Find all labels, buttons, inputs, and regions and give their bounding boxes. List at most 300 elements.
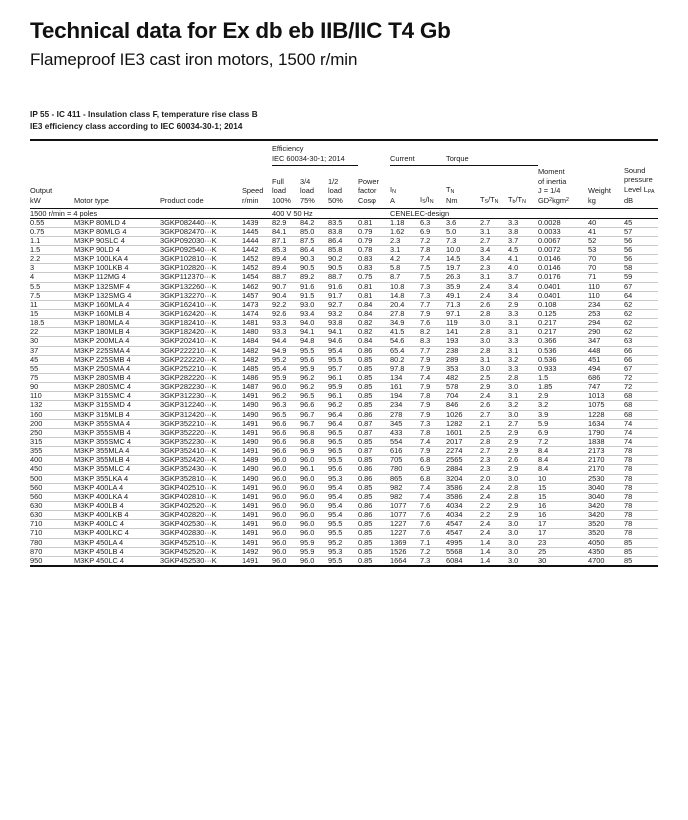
cell-weight: 3420 [588, 511, 624, 520]
cell-current-ratio: 6.3 [420, 218, 446, 227]
cell-efficiency-full-load: 95.9 [272, 374, 300, 383]
cell-power-factor: 0.86 [358, 474, 390, 483]
cell-efficiency-full-load: 96.6 [272, 437, 300, 446]
cell-motor-type: M3KP 90SLC 4 [74, 236, 160, 245]
cell-sound-pressure: 72 [624, 374, 658, 383]
cell-breakdown-torque-ratio: 2.7 [508, 419, 538, 428]
cell-product-code: 3GKP452530···K [160, 556, 242, 566]
cell-efficiency-half-load: 95.5 [328, 355, 358, 364]
cell-starting-torque-ratio: 2.1 [480, 419, 508, 428]
cell-rated-torque: 5.0 [446, 227, 480, 236]
cell-efficiency-half-load: 93.2 [328, 310, 358, 319]
cell-current-ratio: 7.6 [420, 511, 446, 520]
column-header-inertia-line2: of inertia [538, 176, 567, 186]
cell-sound-pressure: 64 [624, 291, 658, 300]
cell-efficiency-half-load: 91.6 [328, 282, 358, 291]
cell-power-factor: 0.86 [358, 511, 390, 520]
cell-moment-of-inertia: 0.108 [538, 300, 588, 309]
cell-product-code: 3GKP132270···K [160, 291, 242, 300]
inertia-unit-gd: GD [538, 195, 550, 205]
cell-product-code: 3GKP312230···K [160, 392, 242, 401]
cell-efficiency-half-load: 88.7 [328, 273, 358, 282]
sound-level-subscript: PA [647, 189, 655, 196]
current-ratio-denominator: I [427, 194, 430, 204]
cell-product-code: 3GKP112370···K [160, 273, 242, 282]
cell-sound-pressure: 68 [624, 401, 658, 410]
cell-moment-of-inertia: 30 [538, 556, 588, 566]
cell-efficiency-half-load: 90.5 [328, 264, 358, 273]
cell-product-code: 3GKP252210···K [160, 364, 242, 373]
cell-efficiency-half-load: 95.5 [328, 529, 358, 538]
cell-moment-of-inertia: 10 [538, 474, 588, 483]
cell-moment-of-inertia: 17 [538, 529, 588, 538]
cell-speed: 1481 [242, 319, 272, 328]
cell-efficiency-full-load: 84.1 [272, 227, 300, 236]
cell-rated-torque: 7.3 [446, 236, 480, 245]
cell-sound-pressure: 78 [624, 501, 658, 510]
cell-starting-torque-ratio: 2.3 [480, 465, 508, 474]
cell-rated-current: 1.62 [390, 227, 420, 236]
cell-speed: 1484 [242, 337, 272, 346]
cell-product-code: 3GKP352420···K [160, 456, 242, 465]
column-header-output-line1: Output [30, 186, 53, 196]
cell-weight: 3420 [588, 501, 624, 510]
cell-breakdown-torque-ratio: 3.1 [508, 319, 538, 328]
cell-product-code: 3GKP182410···K [160, 319, 242, 328]
cell-current-ratio: 7.3 [420, 556, 446, 566]
cell-weight: 1790 [588, 428, 624, 437]
cell-sound-pressure: 62 [624, 319, 658, 328]
column-header-row [30, 166, 658, 206]
cell-breakdown-torque-ratio: 3.3 [508, 218, 538, 227]
cell-moment-of-inertia: 0.0033 [538, 227, 588, 236]
cell-output: 1.5 [30, 246, 74, 255]
column-header-current-ratio-symbol: $I_S/I_N$ [420, 194, 434, 205]
cell-rated-current: 194 [390, 392, 420, 401]
cell-starting-torque-ratio: 2.7 [480, 236, 508, 245]
cell-breakdown-torque-ratio: 4.1 [508, 255, 538, 264]
cell-efficiency-three-quarter-load: 96.0 [300, 483, 328, 492]
cell-rated-current: 1227 [390, 529, 420, 538]
cell-output: 75 [30, 374, 74, 383]
cell-efficiency-three-quarter-load: 96.0 [300, 474, 328, 483]
table-row [30, 483, 658, 492]
column-header-inertia-line3: J = 1/4 [538, 186, 561, 196]
cell-current-ratio: 7.3 [420, 291, 446, 300]
cell-breakdown-torque-ratio: 3.1 [508, 392, 538, 401]
cell-starting-torque-ratio: 2.3 [480, 456, 508, 465]
cell-efficiency-half-load: 96.1 [328, 392, 358, 401]
group-efficiency-standard: IEC 60034-30-1; 2014 [272, 153, 345, 163]
cell-current-ratio: 7.7 [420, 300, 446, 309]
cell-efficiency-three-quarter-load: 94.0 [300, 319, 328, 328]
cell-starting-torque-ratio: 2.4 [480, 282, 508, 291]
cell-efficiency-three-quarter-load: 96.8 [300, 437, 328, 446]
cell-efficiency-half-load: 95.3 [328, 474, 358, 483]
cell-current-ratio: 7.4 [420, 255, 446, 264]
inertia-unit-kgm: kgm [552, 195, 567, 205]
cell-weight: 253 [588, 310, 624, 319]
cell-output: 55 [30, 364, 74, 373]
column-header-breakdown-torque-ratio [508, 166, 538, 206]
cell-product-code: 3GKP282230···K [160, 383, 242, 392]
cell-sound-pressure: 85 [624, 556, 658, 566]
column-header-weight-line2: kg [588, 195, 596, 205]
cell-motor-type: M3KP 80MLG 4 [74, 227, 160, 236]
cell-motor-type: M3KP 100LKA 4 [74, 255, 160, 264]
cell-speed: 1486 [242, 374, 272, 383]
cell-power-factor: 0.85 [358, 355, 390, 364]
cell-starting-torque-ratio: 2.7 [480, 218, 508, 227]
column-header-moment-of-inertia [538, 166, 588, 206]
cell-rated-torque: 4547 [446, 529, 480, 538]
column-header-starting-torque-ratio [480, 166, 508, 206]
cell-rated-torque: 3204 [446, 474, 480, 483]
cell-efficiency-full-load: 96.5 [272, 410, 300, 419]
column-header-current-ratio [420, 166, 446, 206]
cell-sound-pressure: 72 [624, 383, 658, 392]
cell-motor-type: M3KP 400LC 4 [74, 520, 160, 529]
cell-weight: 2530 [588, 474, 624, 483]
cell-rated-torque: 3586 [446, 483, 480, 492]
cell-weight: 3520 [588, 529, 624, 538]
cell-product-code: 3GKP402510···K [160, 483, 242, 492]
cell-current-ratio: 7.3 [420, 419, 446, 428]
cell-efficiency-three-quarter-load: 95.9 [300, 538, 328, 547]
cell-efficiency-full-load: 96.6 [272, 447, 300, 456]
cell-weight: 52 [588, 236, 624, 245]
cell-starting-torque-ratio: 2.4 [480, 291, 508, 300]
cell-speed: 1491 [242, 392, 272, 401]
table-row [30, 556, 658, 566]
cell-current-ratio: 7.6 [420, 520, 446, 529]
cell-starting-torque-ratio: 2.4 [480, 392, 508, 401]
cell-rated-current: 14.8 [390, 291, 420, 300]
cell-sound-pressure: 74 [624, 437, 658, 446]
cell-product-code: 3GKP352210···K [160, 419, 242, 428]
column-header-inertia-line1: Moment [538, 167, 565, 177]
cell-rated-current: 780 [390, 465, 420, 474]
cell-sound-pressure: 78 [624, 492, 658, 501]
column-header-current-symbol [390, 185, 420, 196]
column-header-ts-tn-symbol: $T_S/T_N$ [480, 194, 499, 205]
cell-starting-torque-ratio: 2.7 [480, 447, 508, 456]
group-header-current: Current [390, 153, 415, 163]
cell-moment-of-inertia: 5.9 [538, 419, 588, 428]
cell-power-factor: 0.83 [358, 255, 390, 264]
cell-rated-current: 345 [390, 419, 420, 428]
column-header-34-load-line3: 75% [300, 195, 315, 205]
cell-motor-type: M3KP 315SMC 4 [74, 392, 160, 401]
cell-speed: 1452 [242, 255, 272, 264]
cell-output: 560 [30, 492, 74, 501]
cell-efficiency-full-load: 92.6 [272, 310, 300, 319]
cell-breakdown-torque-ratio: 2.9 [508, 501, 538, 510]
column-header-34-load-line2: load [300, 186, 314, 196]
cell-speed: 1490 [242, 437, 272, 446]
cell-product-code: 3GKP092540···K [160, 246, 242, 255]
cell-breakdown-torque-ratio: 3.0 [508, 410, 538, 419]
column-header-power-factor-line3: Cosφ [358, 195, 376, 205]
table-row [30, 538, 658, 547]
cell-product-code: 3GKP402530···K [160, 520, 242, 529]
cell-breakdown-torque-ratio: 2.9 [508, 511, 538, 520]
cell-breakdown-torque-ratio: 3.4 [508, 282, 538, 291]
cell-output: 560 [30, 483, 74, 492]
cell-rated-current: 865 [390, 474, 420, 483]
cell-efficiency-half-load: 86.4 [328, 236, 358, 245]
cell-breakdown-torque-ratio: 4.5 [508, 246, 538, 255]
cell-breakdown-torque-ratio: 2.9 [508, 428, 538, 437]
cell-efficiency-three-quarter-load: 96.0 [300, 556, 328, 566]
cell-efficiency-half-load: 94.1 [328, 328, 358, 337]
tb-numerator-sub: b [512, 198, 516, 205]
cell-power-factor: 0.85 [358, 383, 390, 392]
group-efficiency-label: Efficiency [272, 144, 304, 154]
cell-moment-of-inertia: 3.2 [538, 401, 588, 410]
column-header-weight-line1: Weight [588, 186, 611, 196]
cell-rated-current: 5.8 [390, 264, 420, 273]
cell-weight: 4350 [588, 547, 624, 556]
cell-moment-of-inertia: 0.536 [538, 346, 588, 355]
cell-rated-current: 1369 [390, 538, 420, 547]
cell-moment-of-inertia: 7.2 [538, 437, 588, 446]
cell-efficiency-half-load: 96.2 [328, 401, 358, 410]
cell-current-ratio: 7.6 [420, 529, 446, 538]
cell-speed: 1445 [242, 227, 272, 236]
table-row [30, 218, 658, 227]
cell-power-factor: 0.82 [358, 319, 390, 328]
cell-rated-current: 80.2 [390, 355, 420, 364]
cell-output: 2.2 [30, 255, 74, 264]
cell-breakdown-torque-ratio: 3.3 [508, 337, 538, 346]
column-header-full-load-line2: load [272, 186, 286, 196]
cell-sound-pressure: 78 [624, 456, 658, 465]
cell-rated-torque: 353 [446, 364, 480, 373]
cell-efficiency-full-load: 95.2 [272, 355, 300, 364]
cell-rated-torque: 119 [446, 319, 480, 328]
cell-motor-type: M3KP 180MLB 4 [74, 328, 160, 337]
cell-power-factor: 0.86 [358, 501, 390, 510]
cell-sound-pressure: 74 [624, 428, 658, 437]
cell-efficiency-full-load: 88.7 [272, 273, 300, 282]
cell-current-ratio: 6.9 [420, 227, 446, 236]
cell-output: 630 [30, 501, 74, 510]
cell-current-ratio: 7.9 [420, 355, 446, 364]
cell-starting-torque-ratio: 1.4 [480, 547, 508, 556]
cell-rated-torque: 141 [446, 328, 480, 337]
cell-efficiency-half-load: 95.4 [328, 346, 358, 355]
cell-rated-current: 1077 [390, 501, 420, 510]
cell-rated-current: 1664 [390, 556, 420, 566]
table-row [30, 529, 658, 538]
column-header-full-load-line3: 100% [272, 195, 291, 205]
cell-starting-torque-ratio: 2.4 [480, 520, 508, 529]
cell-efficiency-three-quarter-load: 91.5 [300, 291, 328, 300]
cell-starting-torque-ratio: 3.0 [480, 319, 508, 328]
cell-product-code: 3GKP312240···K [160, 401, 242, 410]
cell-speed: 1462 [242, 282, 272, 291]
cell-current-ratio: 7.9 [420, 401, 446, 410]
cell-weight: 234 [588, 300, 624, 309]
cell-motor-type: M3KP 180MLA 4 [74, 319, 160, 328]
column-header-power-factor [358, 166, 393, 206]
cell-weight: 1228 [588, 410, 624, 419]
column-header-rated-current [390, 166, 423, 206]
cell-product-code: 3GKP352430···K [160, 465, 242, 474]
cell-product-code: 3GKP352810···K [160, 474, 242, 483]
cell-weight: 70 [588, 264, 624, 273]
cell-current-ratio: 7.8 [420, 392, 446, 401]
cell-efficiency-three-quarter-load: 96.0 [300, 492, 328, 501]
cell-efficiency-three-quarter-load: 94.1 [300, 328, 328, 337]
cell-efficiency-full-load: 96.3 [272, 401, 300, 410]
cell-efficiency-half-load: 90.2 [328, 255, 358, 264]
cell-product-code: 3GKP352230···K [160, 437, 242, 446]
cell-moment-of-inertia: 0.0146 [538, 264, 588, 273]
cell-motor-type: M3KP 355LKA 4 [74, 474, 160, 483]
cell-motor-type: M3KP 450LA 4 [74, 538, 160, 547]
cell-product-code: 3GKP082470···K [160, 227, 242, 236]
cell-sound-pressure: 74 [624, 419, 658, 428]
cell-weight: 451 [588, 355, 624, 364]
cell-current-ratio: 7.5 [420, 273, 446, 282]
cell-speed: 1474 [242, 310, 272, 319]
cell-starting-torque-ratio: 3.4 [480, 246, 508, 255]
cell-output: 780 [30, 538, 74, 547]
group-header-torque: Torque [446, 153, 469, 163]
cell-sound-pressure: 62 [624, 300, 658, 309]
table-row [30, 511, 658, 520]
cell-speed: 1491 [242, 511, 272, 520]
cell-sound-pressure: 78 [624, 474, 658, 483]
cell-weight: 71 [588, 273, 624, 282]
table-row [30, 273, 658, 282]
cell-motor-type: M3KP 355MLC 4 [74, 465, 160, 474]
cell-rated-current: 161 [390, 383, 420, 392]
cell-efficiency-three-quarter-load: 91.6 [300, 282, 328, 291]
cell-efficiency-full-load: 96.0 [272, 465, 300, 474]
cell-efficiency-three-quarter-load: 89.2 [300, 273, 328, 282]
group-header-efficiency [272, 144, 358, 163]
cell-efficiency-half-load: 95.4 [328, 511, 358, 520]
column-header-product-code: Product code [160, 195, 204, 205]
cell-product-code: 3GKP452510···K [160, 538, 242, 547]
table-row [30, 419, 658, 428]
table-row [30, 492, 658, 501]
cell-sound-pressure: 62 [624, 310, 658, 319]
cell-output: 132 [30, 401, 74, 410]
cell-efficiency-half-load: 91.7 [328, 291, 358, 300]
cell-moment-of-inertia: 8.4 [538, 465, 588, 474]
cell-current-ratio: 7.7 [420, 346, 446, 355]
cell-breakdown-torque-ratio: 3.4 [508, 291, 538, 300]
cell-breakdown-torque-ratio: 2.9 [508, 437, 538, 446]
cell-speed: 1490 [242, 410, 272, 419]
table-row [30, 291, 658, 300]
cell-efficiency-full-load: 96.2 [272, 392, 300, 401]
cell-efficiency-three-quarter-load: 96.2 [300, 383, 328, 392]
cell-output: 355 [30, 447, 74, 456]
cell-power-factor: 0.84 [358, 337, 390, 346]
cell-efficiency-three-quarter-load: 96.2 [300, 374, 328, 383]
cell-speed: 1491 [242, 492, 272, 501]
cell-moment-of-inertia: 3.9 [538, 410, 588, 419]
cell-speed: 1491 [242, 428, 272, 437]
cell-motor-type: M3KP 355MLA 4 [74, 447, 160, 456]
cell-current-ratio: 7.9 [420, 447, 446, 456]
cell-efficiency-three-quarter-load: 94.8 [300, 337, 328, 346]
torque-symbol-t: T [446, 184, 451, 194]
cell-output: 0.75 [30, 227, 74, 236]
cell-starting-torque-ratio: 2.4 [480, 483, 508, 492]
column-header-speed-line1: Speed [242, 186, 264, 196]
cell-speed: 1491 [242, 447, 272, 456]
cell-efficiency-half-load: 95.5 [328, 556, 358, 566]
column-header-weight [588, 166, 624, 206]
cell-weight: 3040 [588, 492, 624, 501]
cell-motor-type: M3KP 90LD 4 [74, 246, 160, 255]
cell-output: 90 [30, 383, 74, 392]
cell-rated-torque: 5568 [446, 547, 480, 556]
cell-rated-torque: 19.7 [446, 264, 480, 273]
cell-motor-type: M3KP 400LKA 4 [74, 492, 160, 501]
cell-efficiency-full-load: 96.0 [272, 547, 300, 556]
cell-efficiency-half-load: 96.4 [328, 419, 358, 428]
cell-breakdown-torque-ratio: 3.0 [508, 383, 538, 392]
cell-breakdown-torque-ratio: 3.1 [508, 346, 538, 355]
cell-rated-torque: 10.0 [446, 246, 480, 255]
cell-breakdown-torque-ratio: 3.2 [508, 401, 538, 410]
cell-efficiency-three-quarter-load: 96.1 [300, 465, 328, 474]
cell-efficiency-full-load: 96.0 [272, 474, 300, 483]
cell-rated-torque: 578 [446, 383, 480, 392]
cell-rated-torque: 71.3 [446, 300, 480, 309]
cell-speed: 1491 [242, 501, 272, 510]
cell-moment-of-inertia: 0.366 [538, 337, 588, 346]
cell-product-code: 3GKP402810···K [160, 492, 242, 501]
cell-breakdown-torque-ratio: 2.9 [508, 447, 538, 456]
cell-motor-type: M3KP 355SMB 4 [74, 428, 160, 437]
cell-rated-current: 41.5 [390, 328, 420, 337]
current-ratio-numerator-sub: S [422, 198, 426, 205]
cell-rated-torque: 2565 [446, 456, 480, 465]
cell-motor-type: M3KP 225SMA 4 [74, 346, 160, 355]
cell-efficiency-half-load: 96.5 [328, 428, 358, 437]
cell-efficiency-full-load: 87.1 [272, 236, 300, 245]
cell-rated-torque: 26.3 [446, 273, 480, 282]
cell-rated-current: 982 [390, 492, 420, 501]
cell-power-factor: 0.79 [358, 227, 390, 236]
cell-efficiency-full-load: 94.4 [272, 337, 300, 346]
cell-efficiency-half-load: 95.4 [328, 483, 358, 492]
cell-efficiency-half-load: 94.6 [328, 337, 358, 346]
cell-breakdown-torque-ratio: 3.0 [508, 556, 538, 566]
cell-output: 0.55 [30, 218, 74, 227]
cell-product-code: 3GKP132260···K [160, 282, 242, 291]
cell-moment-of-inertia: 8.4 [538, 447, 588, 456]
cell-efficiency-three-quarter-load: 95.6 [300, 355, 328, 364]
cell-output: 250 [30, 428, 74, 437]
cell-starting-torque-ratio: 2.8 [480, 328, 508, 337]
column-header-rated-torque [446, 166, 480, 206]
cell-breakdown-torque-ratio: 3.0 [508, 547, 538, 556]
cell-rated-torque: 193 [446, 337, 480, 346]
cell-rated-current: 134 [390, 374, 420, 383]
cell-output: 1.1 [30, 236, 74, 245]
cell-rated-current: 278 [390, 410, 420, 419]
cell-efficiency-half-load: 85.8 [328, 246, 358, 255]
